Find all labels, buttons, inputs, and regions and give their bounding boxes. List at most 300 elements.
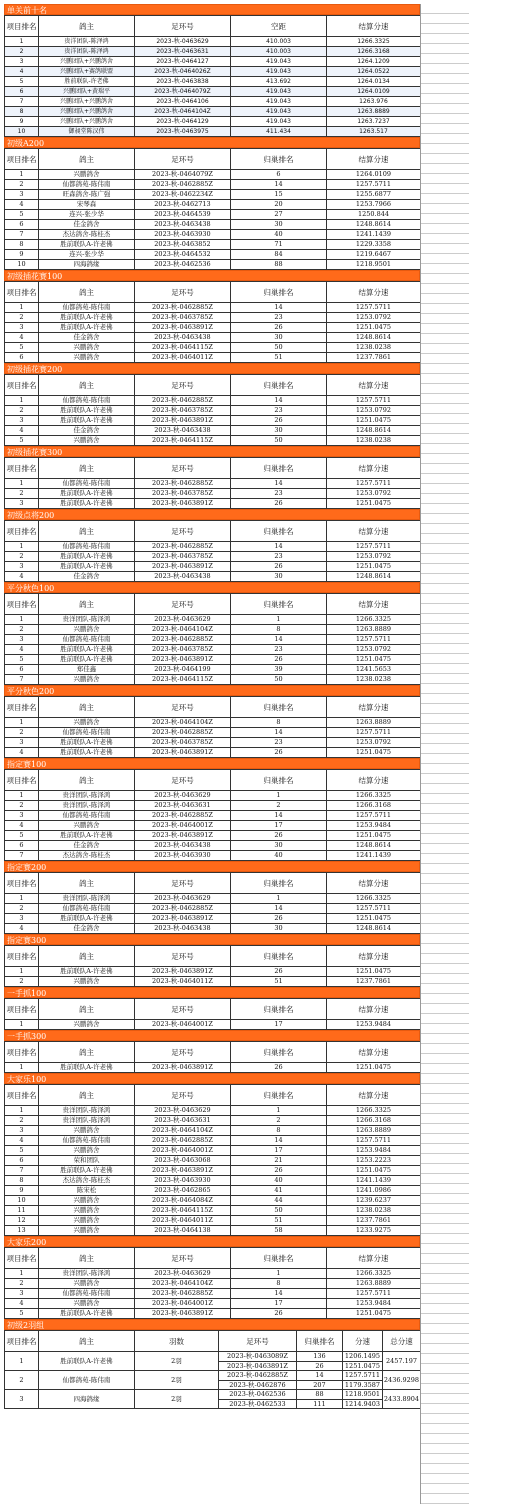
table-cell: 2023-秋-0464104Z [135, 718, 231, 728]
empty-cell [421, 844, 469, 854]
table-row [5, 1352, 421, 1362]
table-cell: 1257.5711 [327, 396, 421, 406]
table-cell: 胜前联队A-许老佛 [39, 1063, 135, 1073]
table-cell: 2023-秋-0463785Z [135, 552, 231, 562]
empty-cell [421, 1194, 469, 1204]
column-header: 项目排名 [5, 1085, 39, 1106]
table-cell: 2023-秋-0464104Z [135, 1126, 231, 1136]
column-header: 结算分速 [327, 1042, 421, 1063]
empty-cell [421, 724, 469, 734]
empty-cell [421, 524, 469, 534]
table-cell: 10 [5, 127, 39, 137]
table-cell: 4 [5, 333, 39, 343]
table-cell: 2023-秋-0463438 [135, 426, 231, 436]
table-cell: 44 [231, 1196, 327, 1206]
header-row [5, 594, 421, 615]
table-cell: 1251.0475 [343, 1361, 383, 1371]
empty-cell [421, 1024, 469, 1034]
column-header: 鸽主 [39, 375, 135, 396]
table-cell: 兴鹏鸽舍 [39, 343, 135, 353]
table-cell: 2023-秋-0462885Z [135, 728, 231, 738]
empty-cell [421, 1214, 469, 1224]
empty-cell [421, 424, 469, 434]
table-cell: 1253.9484 [327, 1146, 421, 1156]
table-cell: 胜前联队A-许老佛 [39, 313, 135, 323]
table-cell: 贵洋团队-陈泽鸿 [39, 37, 135, 47]
table-row [5, 1371, 421, 1381]
table-cell: 3 [5, 738, 39, 748]
table-row [5, 107, 421, 117]
table-cell: 1219.6467 [327, 250, 421, 260]
table-cell: 26 [297, 1361, 343, 1371]
empty-cell [421, 994, 469, 1004]
table-cell: 1257.5711 [343, 1371, 383, 1381]
table-cell: 2023-秋-0464127 [135, 57, 231, 67]
empty-cell [421, 164, 469, 174]
table-cell: 贵洋团队-陈泽鸿 [39, 894, 135, 904]
table-cell: 2023-秋-0463631 [135, 1116, 231, 1126]
section-title: 初级插花赛300 [4, 446, 420, 457]
table-cell: 23 [231, 313, 327, 323]
table-row [5, 894, 421, 904]
empty-cell [421, 594, 469, 604]
table-cell: 9 [5, 250, 39, 260]
table-cell: 4 [5, 67, 39, 77]
table-cell: 2023-秋-0463930 [135, 230, 231, 240]
table-cell: 1253.2223 [327, 1156, 421, 1166]
group-rank-cell: 2 [5, 1371, 39, 1390]
column-header: 结算分速 [327, 149, 421, 170]
table-cell: 50 [231, 1206, 327, 1216]
empty-cell [421, 1404, 469, 1414]
table-cell: 2023-秋-0463891Z [135, 562, 231, 572]
table-cell: 贵洋团队-陈泽鸿 [39, 47, 135, 57]
table-cell: 20 [231, 200, 327, 210]
table-cell: 1263.8889 [327, 107, 421, 117]
table-cell: 1251.0475 [327, 562, 421, 572]
table-cell: 30 [231, 333, 327, 343]
table-cell: 胜前联队A-许老佛 [39, 489, 135, 499]
table-cell: 兴鹏鸽舍 [39, 1226, 135, 1236]
table-cell: 1266.3325 [327, 894, 421, 904]
table-cell: 5 [5, 1146, 39, 1156]
table-cell: 佳金鸽舍 [39, 333, 135, 343]
table-cell: 30 [231, 220, 327, 230]
column-header: 项目排名 [5, 521, 39, 542]
table-cell: 2023-秋-0463629 [135, 37, 231, 47]
empty-cell [421, 754, 469, 764]
table-cell: 3 [5, 914, 39, 924]
table-cell: 1237.7861 [327, 1216, 421, 1226]
header-row [5, 375, 421, 396]
empty-cell [421, 1004, 469, 1014]
table-cell: 13 [5, 1226, 39, 1236]
empty-cell [421, 534, 469, 544]
table-cell: 仙都鸽苑-陈伟南 [39, 303, 135, 313]
table-cell: 1257.5711 [327, 180, 421, 190]
table-row [5, 562, 421, 572]
empty-cell [421, 274, 469, 284]
empty-cell [421, 354, 469, 364]
table-cell: 14 [231, 1136, 327, 1146]
table-row [5, 572, 421, 582]
table-cell: 仙都鸽苑-陈伟南 [39, 396, 135, 406]
table-cell: 419.043 [231, 67, 327, 77]
column-header: 鸽主 [39, 1331, 135, 1352]
empty-cell [421, 464, 469, 474]
table-cell: 兴鹏鸽舍 [39, 1146, 135, 1156]
table-cell: 2 [5, 489, 39, 499]
empty-cell [421, 114, 469, 124]
empty-cell [421, 284, 469, 294]
header-row [5, 873, 421, 894]
column-header: 足环号 [135, 946, 231, 967]
table-cell: 2023-秋-0464539 [135, 210, 231, 220]
table-row [5, 1196, 421, 1206]
table-row [5, 1206, 421, 1216]
table-cell: 1263.976 [327, 97, 421, 107]
table-row [5, 323, 421, 333]
table-cell: 1248.8614 [327, 426, 421, 436]
empty-cell [421, 1134, 469, 1144]
table-cell: 兴鹏鸽舍 [39, 1020, 135, 1030]
empty-cell [421, 1434, 469, 1444]
column-header: 足环号 [135, 770, 231, 791]
table-cell: 胜前联队A-许老佛 [39, 323, 135, 333]
column-header: 足环号 [135, 1042, 231, 1063]
table-cell: 10 [5, 260, 39, 270]
empty-cell [421, 1334, 469, 1344]
table-cell: 2023-秋-0462885Z [135, 635, 231, 645]
empty-cell [421, 1344, 469, 1354]
table-cell: 2023-秋-0463631 [135, 801, 231, 811]
header-row [5, 1331, 421, 1352]
table-cell: 2023-秋-0462865 [135, 1186, 231, 1196]
header-row [5, 149, 421, 170]
table-cell: 2023-秋-0463785Z [135, 313, 231, 323]
group-rank-cell: 1 [5, 1352, 39, 1371]
empty-cell [421, 444, 469, 454]
table-cell: 仙都鸽苑-陈伟南 [39, 904, 135, 914]
empty-cell [421, 694, 469, 704]
table-cell: 胜前联队A-许老佛 [39, 240, 135, 250]
empty-cell [421, 574, 469, 584]
table-row [5, 645, 421, 655]
table-cell: 5 [5, 1309, 39, 1319]
table-cell: 2023-秋-0464532 [135, 250, 231, 260]
table-cell: 1 [5, 1020, 39, 1030]
table-row [5, 37, 421, 47]
empty-cell [421, 664, 469, 674]
column-header: 足环号 [135, 375, 231, 396]
table-cell: 23 [231, 738, 327, 748]
table-cell: 1241.5653 [327, 665, 421, 675]
column-header: 结算分速 [327, 697, 421, 718]
table-cell: 1253.0792 [327, 738, 421, 748]
table-cell: 1251.0475 [327, 499, 421, 509]
table-row [5, 396, 421, 406]
table-cell: 1238.0238 [327, 1206, 421, 1216]
header-row [5, 770, 421, 791]
empty-cell [421, 714, 469, 724]
table-cell: 1241.1439 [327, 230, 421, 240]
table-row [5, 479, 421, 489]
table-cell: 27 [231, 210, 327, 220]
table-cell: 1251.0475 [327, 323, 421, 333]
empty-cell [421, 804, 469, 814]
empty-cell [421, 554, 469, 564]
column-header: 项目排名 [5, 1248, 39, 1269]
table-row [5, 665, 421, 675]
table-cell: 1257.5711 [327, 479, 421, 489]
table-row [5, 303, 421, 313]
column-header: 归巢排名 [231, 946, 327, 967]
table-cell: 40 [231, 1176, 327, 1186]
empty-cell [421, 894, 469, 904]
table-cell: 贵洋团队-陈泽鸿 [39, 801, 135, 811]
table-cell: 1253.0792 [327, 489, 421, 499]
table-cell: 2023-秋-0463891Z [135, 1166, 231, 1176]
column-header: 项目排名 [5, 594, 39, 615]
column-header: 鸽主 [39, 999, 135, 1020]
table-cell: 5 [5, 831, 39, 841]
table-row [5, 240, 421, 250]
table-cell: 1266.3168 [327, 47, 421, 57]
table-row [5, 57, 421, 67]
table-row [5, 1269, 421, 1279]
table-cell: 1251.0475 [327, 655, 421, 665]
table-cell: 胜前联队A-许老佛 [39, 406, 135, 416]
table-cell: 佳金鸽舍 [39, 426, 135, 436]
table-cell: 1 [5, 1106, 39, 1116]
table-cell: 8 [231, 625, 327, 635]
table-cell: 2023-秋-0463089Z [219, 1352, 297, 1362]
header-row [5, 16, 421, 37]
table-cell: 兴鹏鸽舍 [39, 977, 135, 987]
section-title: 指定赛300 [4, 934, 420, 945]
table-row [5, 738, 421, 748]
results-table [4, 696, 421, 758]
empty-cell [421, 314, 469, 324]
column-header: 鸽主 [39, 770, 135, 791]
section-title: 初级点将200 [4, 509, 420, 520]
empty-cell [421, 964, 469, 974]
empty-cell [421, 1374, 469, 1384]
table-cell: 2023-秋-0463891Z [135, 416, 231, 426]
table-cell: 17 [231, 1020, 327, 1030]
header-row [5, 521, 421, 542]
table-cell: 2 [5, 180, 39, 190]
empty-cell [421, 494, 469, 504]
table-cell: 1 [5, 37, 39, 47]
empty-cell [421, 864, 469, 874]
table-cell: 兴鹏鸽舍 [39, 1279, 135, 1289]
empty-cell [421, 204, 469, 214]
table-cell: 88 [297, 1390, 343, 1400]
column-header: 结算分速 [327, 375, 421, 396]
table-cell: 杰达鸽舍-陈桂杰 [39, 230, 135, 240]
table-row [5, 313, 421, 323]
table-cell: 1179.3587 [343, 1380, 383, 1390]
table-cell: 4 [5, 748, 39, 758]
table-cell: 26 [231, 1309, 327, 1319]
empty-cell [421, 184, 469, 194]
table-row [5, 1299, 421, 1309]
table-cell: 23 [231, 645, 327, 655]
table-cell: 419.043 [231, 117, 327, 127]
table-cell: 1263.8889 [327, 718, 421, 728]
empty-cell [421, 1414, 469, 1424]
table-cell: 1263.8889 [327, 1126, 421, 1136]
table-cell: 7 [5, 851, 39, 861]
table-cell: 1 [5, 967, 39, 977]
table-cell: 2023-秋-0464115Z [135, 1206, 231, 1216]
empty-cell [421, 974, 469, 984]
column-header: 足环号 [135, 999, 231, 1020]
table-cell: 30 [231, 841, 327, 851]
table-row [5, 1136, 421, 1146]
table-cell: 2023-秋-0462234Z [135, 190, 231, 200]
table-cell: 84 [231, 250, 327, 260]
table-cell: 4 [5, 924, 39, 934]
results-table [4, 998, 421, 1030]
column-header: 足环号 [135, 873, 231, 894]
table-cell: 2023-秋-0462885Z [135, 904, 231, 914]
table-cell: 1 [5, 1269, 39, 1279]
empty-cell [421, 1204, 469, 1214]
table-cell: 2023-秋-0463838 [135, 77, 231, 87]
column-header: 足环号 [135, 149, 231, 170]
empty-cell [421, 334, 469, 344]
empty-spreadsheet-columns [420, 4, 469, 1504]
group-owner-cell: 仙都鸽苑-陈伟南 [39, 1371, 135, 1390]
table-cell: 51 [231, 977, 327, 987]
empty-cell [421, 134, 469, 144]
table-cell: 胜前联队A-许老佛 [39, 562, 135, 572]
section-title: 初级插花赛200 [4, 363, 420, 374]
column-header: 鸽主 [39, 1248, 135, 1269]
empty-cell [421, 1294, 469, 1304]
table-row [5, 635, 421, 645]
empty-cell [421, 1264, 469, 1274]
column-header: 结算分速 [327, 770, 421, 791]
table-cell: 1264.0109 [327, 87, 421, 97]
empty-cell [421, 44, 469, 54]
column-header: 结算分速 [327, 1085, 421, 1106]
empty-cell [421, 64, 469, 74]
table-cell: 1253.0792 [327, 552, 421, 562]
column-header: 归巢排名 [231, 697, 327, 718]
table-cell: 兴鹏团队+黄瑞平 [39, 87, 135, 97]
table-cell: 14 [231, 811, 327, 821]
empty-cell [421, 1084, 469, 1094]
empty-cell [421, 1474, 469, 1484]
table-cell: 4 [5, 821, 39, 831]
table-cell: 26 [231, 323, 327, 333]
table-cell: 26 [231, 1166, 327, 1176]
header-row [5, 999, 421, 1020]
table-cell: 1257.5711 [327, 1289, 421, 1299]
empty-cell [421, 1244, 469, 1254]
table-cell: 26 [231, 655, 327, 665]
table-cell: 1237.7861 [327, 353, 421, 363]
column-header: 总分速 [383, 1331, 421, 1352]
table-cell: 6 [5, 87, 39, 97]
table-cell: 419.043 [231, 107, 327, 117]
table-cell: 6 [5, 841, 39, 851]
table-row [5, 841, 421, 851]
empty-cell [421, 1144, 469, 1154]
table-cell: 2023-秋-0464001Z [135, 1020, 231, 1030]
table-cell: 贵洋团队-陈泽鸿 [39, 1269, 135, 1279]
table-cell: 411.434 [231, 127, 327, 137]
results-table [4, 593, 421, 685]
table-cell: 1266.3325 [327, 615, 421, 625]
column-header: 鸽主 [39, 149, 135, 170]
table-cell: 1 [5, 479, 39, 489]
empty-cell [421, 1364, 469, 1374]
table-cell: 8 [231, 718, 327, 728]
table-cell: 杰达鸽舍-陈桂杰 [39, 851, 135, 861]
results-table [4, 281, 421, 363]
table-cell: 7 [5, 1166, 39, 1176]
table-cell: 2023-秋-0463438 [135, 924, 231, 934]
table-cell: 26 [231, 831, 327, 841]
table-cell: 11 [5, 1206, 39, 1216]
column-header: 足环号 [135, 16, 231, 37]
table-row [5, 180, 421, 190]
empty-cell [421, 414, 469, 424]
empty-cell [421, 1164, 469, 1174]
table-cell: 2 [5, 1116, 39, 1126]
table-row [5, 542, 421, 552]
table-row [5, 436, 421, 446]
group-total-cell: 2436.9298 [383, 1371, 421, 1390]
column-header: 鸽主 [39, 594, 135, 615]
column-header: 项目排名 [5, 946, 39, 967]
table-cell: 1 [5, 396, 39, 406]
table-cell: 26 [231, 748, 327, 758]
table-cell: 2 [5, 552, 39, 562]
table-row [5, 47, 421, 57]
table-cell: 1253.0792 [327, 313, 421, 323]
results-table [4, 148, 421, 270]
header-row [5, 282, 421, 303]
table-row [5, 851, 421, 861]
empty-cell [421, 254, 469, 264]
column-header: 归巢排名 [231, 1085, 327, 1106]
table-cell: 1264.0522 [327, 67, 421, 77]
table-row [5, 190, 421, 200]
table-cell: 兴鹏鸽舍 [39, 1216, 135, 1226]
table-cell: 2023-秋-0464001Z [135, 1146, 231, 1156]
table-cell: 5 [5, 343, 39, 353]
empty-cell [421, 684, 469, 694]
section-title: 初级A200 [4, 137, 420, 148]
column-header: 归巢排名 [231, 999, 327, 1020]
empty-cell [421, 784, 469, 794]
table-cell: 2023-秋-0464115Z [135, 436, 231, 446]
table-cell: 1 [5, 718, 39, 728]
empty-cell [421, 1494, 469, 1504]
table-row [5, 1289, 421, 1299]
table-cell: 兴鹏鸽舍 [39, 1299, 135, 1309]
table-row [5, 967, 421, 977]
table-cell: 51 [231, 353, 327, 363]
table-row [5, 924, 421, 934]
table-cell: 胜前联队A-许老佛 [39, 914, 135, 924]
table-cell: 1266.3325 [327, 791, 421, 801]
